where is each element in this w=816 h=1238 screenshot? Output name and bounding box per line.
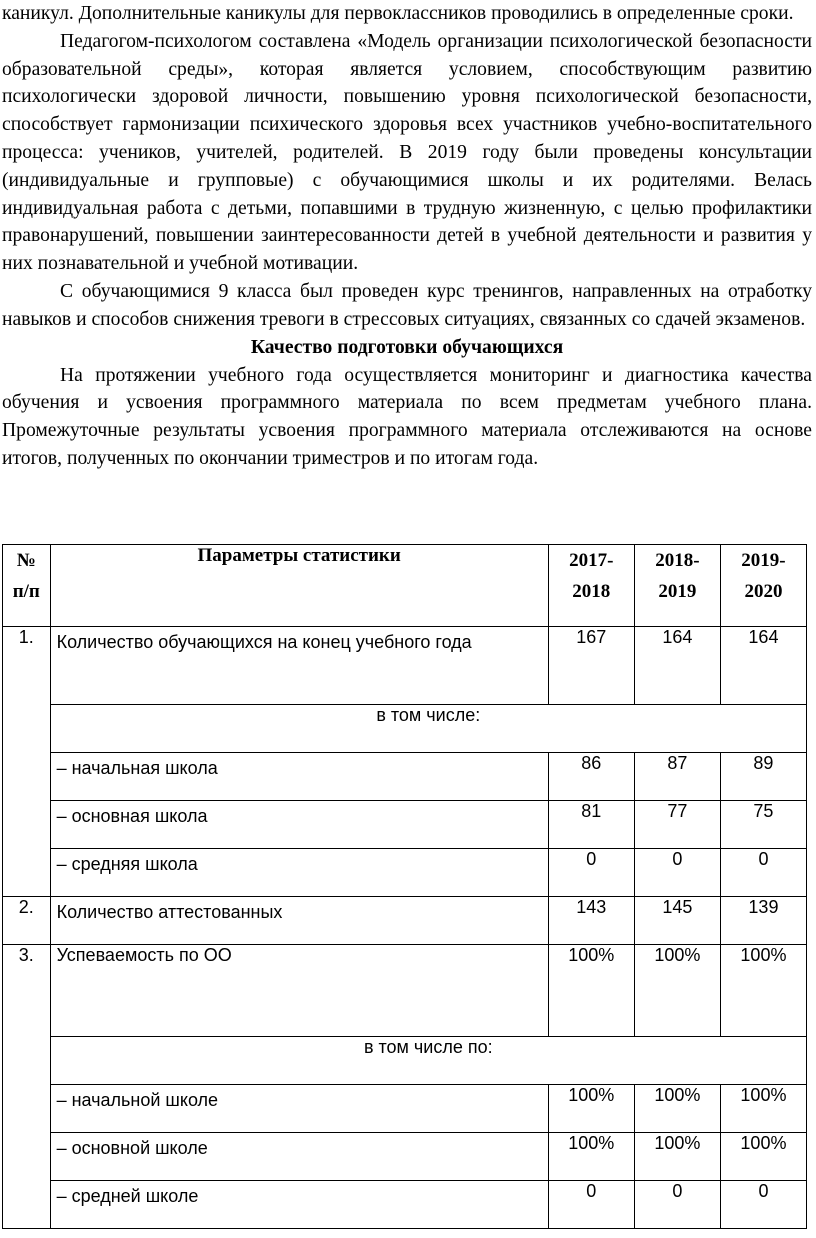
cell-value: 0	[634, 849, 720, 897]
table-header-row	[3, 545, 807, 627]
table-row	[3, 801, 807, 849]
table-row	[3, 1181, 807, 1229]
cell-value: 100%	[634, 945, 720, 1037]
row-number: 3.	[3, 945, 51, 1229]
table-row	[3, 1133, 807, 1181]
cell-value: 145	[634, 897, 720, 945]
row-label: Количество аттестованных	[50, 897, 548, 945]
header-number-sign: №	[16, 550, 36, 571]
header-year-2018-start: 2018-	[655, 550, 700, 571]
cell-value: 100%	[720, 945, 806, 1037]
table-row	[3, 945, 807, 1037]
cell-value: 164	[634, 627, 720, 705]
cell-value: 0	[548, 849, 634, 897]
cell-value: 0	[720, 849, 806, 897]
cell-value: 0	[720, 1181, 806, 1229]
row-label: Количество обучающихся на конец учебного года	[50, 627, 548, 705]
cell-value: 75	[720, 801, 806, 849]
header-year-2017-start: 2017-	[569, 550, 614, 571]
row-label: – начальной школе	[50, 1085, 548, 1133]
cell-value: 0	[548, 1181, 634, 1229]
header-year-2018-end: 2019	[658, 581, 697, 602]
paragraph-trainings: С обучающимися 9 класса был проведен курс тренингов, направленных на отработку навыков и способов снижения тревоги в стрессовых ситуациях, связанных со сдачей экзаменов.	[2, 280, 812, 330]
cell-value: 164	[720, 627, 806, 705]
cell-value: 100%	[634, 1085, 720, 1133]
cell-value: 81	[548, 801, 634, 849]
cell-value: 100%	[720, 1133, 806, 1181]
table-row	[3, 1085, 807, 1133]
paragraph-monitoring: На протяжении учебного года осуществляется мониторинг и диагностика качества обучения и усвоения программного материала по всем предметам учебного плана. Промежуточные результаты усвоения программного материала отслеживаются на основе итогов, полученных по окончании триместров и по итогам года.	[2, 364, 812, 469]
cell-value: 100%	[548, 945, 634, 1037]
header-number-label: п/п	[12, 581, 40, 602]
paragraph-psychologist: Педагогом-психологом составлена «Модель организации психологической безопасности образовательной среды», которая является условием, способствующим развитию психологически здоровой личности, повышению уровня психологической безопасности, способствует гармонизации психического здоровья всех участников учебно-воспитательного процесса: учеников, учителей, родителей. В 2019 году были проведены консультации (индивидуальные и групповые) с обучающимися школы и их родителями. Велась индивидуальная работа с детьми, попавшими в трудную жизненную, с целью профилактики правонарушений, повышении заинтересованности детей в учебной деятельности и развития у них познавательной и учебной мотивации.	[2, 30, 812, 275]
cell-value: 167	[548, 627, 634, 705]
table-row	[3, 897, 807, 945]
cell-value: 89	[720, 753, 806, 801]
cell-value: 100%	[720, 1085, 806, 1133]
header-year-2019	[720, 545, 806, 627]
row-label: – основной школе	[50, 1133, 548, 1181]
header-year-2017-end: 2018	[572, 581, 611, 602]
statistics-table	[2, 544, 807, 1229]
table-row	[3, 627, 807, 705]
row-label: – начальная школа	[50, 753, 548, 801]
cell-value: 143	[548, 897, 634, 945]
cell-value: 100%	[548, 1085, 634, 1133]
table-row	[3, 705, 807, 753]
row-label: – средней школе	[50, 1181, 548, 1229]
cell-value: 87	[634, 753, 720, 801]
cell-value: 100%	[548, 1133, 634, 1181]
table-row	[3, 849, 807, 897]
body-text	[2, 0, 812, 473]
row-subheading: в том числе:	[50, 705, 806, 753]
cell-value: 100%	[634, 1133, 720, 1181]
paragraph-vacation: каникул. Дополнительные каникулы для первоклассников проводились в определенные сроки.	[2, 3, 794, 24]
cell-value: 77	[634, 801, 720, 849]
cell-value: 0	[634, 1181, 720, 1229]
cell-value: 86	[548, 753, 634, 801]
section-heading: Качество подготовки обучающихся	[250, 336, 564, 358]
header-number	[3, 545, 51, 627]
table-row	[3, 1037, 807, 1085]
header-year-2019-end: 2020	[744, 581, 783, 602]
table-row	[3, 753, 807, 801]
row-number: 1.	[3, 627, 51, 897]
header-year-2017	[548, 545, 634, 627]
cell-value: 139	[720, 897, 806, 945]
row-label: Успеваемость по ОО	[50, 945, 548, 1037]
header-parameters: Параметры статистики	[50, 545, 548, 627]
row-number: 2.	[3, 897, 51, 945]
header-year-2019-start: 2019-	[741, 550, 786, 571]
row-subheading: в том числе по:	[50, 1037, 806, 1085]
row-label: – основная школа	[50, 801, 548, 849]
row-label: – средняя школа	[50, 849, 548, 897]
header-year-2018	[634, 545, 720, 627]
